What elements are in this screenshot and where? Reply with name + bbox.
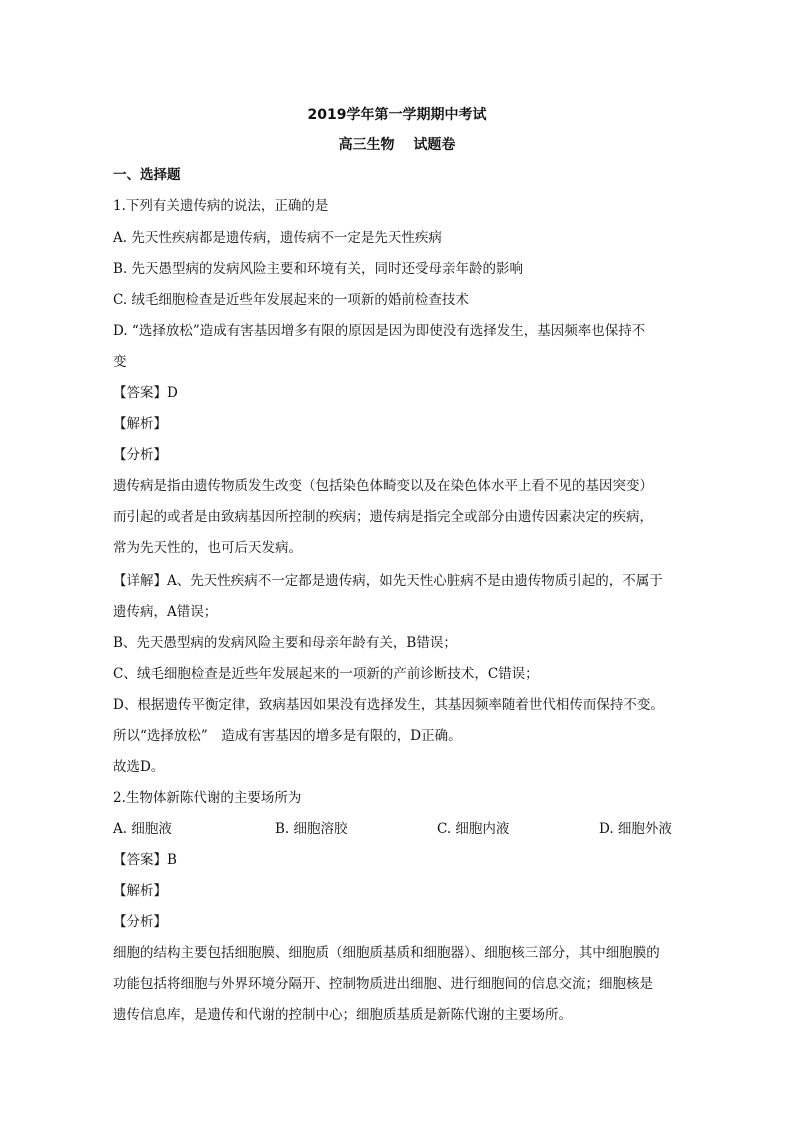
question-2-option-b: B. 细胞溶胶 [275, 821, 348, 837]
question-1-option-c: C. 绒毛细胞检查是近些年发展起来的一项新的婚前检查技术 [113, 292, 469, 308]
question-2-jiexi-label: 【解析】 [113, 883, 167, 899]
question-1-option-d-cont: 变 [113, 354, 127, 370]
question-1-option-d: D. “选择放松”造成有害基因增多有限的原因是因为即使没有选择发生，基因频率也保持不 [113, 323, 646, 339]
question-2-option-d: D. 细胞外液 [599, 821, 672, 837]
question-1-detail-line: B、先天愚型病的发病风险主要和母亲年龄有关，B错误； [113, 635, 457, 651]
question-1-stem: 1.下列有关遗传病的说法，正确的是 [113, 198, 329, 214]
exam-title: 2019学年第一学期期中考试 [307, 107, 487, 123]
question-1-fenxi-label: 【分析】 [113, 447, 167, 463]
question-1-conclusion: 故选D。 [113, 759, 165, 775]
question-2-fenxi-label: 【分析】 [113, 914, 167, 930]
question-2-option-a: A. 细胞液 [113, 821, 172, 837]
question-1-answer: 【答案】D [113, 385, 178, 401]
question-1-detail-line: 【详解】A、先天性疾病不一定都是遗传病，如先天性心脏病不是由遗传物质引起的，不属于 [113, 573, 663, 589]
question-2-answer: 【答案】B [113, 852, 177, 868]
question-1-detail-line: 所以“选择放松” 造成有害基因的增多是有限的，D正确。 [113, 728, 462, 744]
section-heading: 一、选择题 [113, 167, 181, 183]
question-2-stem: 2.生物体新陈代谢的主要场所为 [113, 790, 302, 806]
question-1-option-a: A. 先天性疾病都是遗传病，遗传病不一定是先天性疾病 [113, 230, 442, 246]
question-1-detail-line: 遗传病，A错误； [113, 604, 218, 620]
question-1-analysis-line: 而引起的或者是由致病基因所控制的疾病；遗传病是指完全或部分由遗传因素决定的疾病， [113, 509, 653, 525]
question-1-option-b: B. 先天愚型病的发病风险主要和环境有关，同时还受母亲年龄的影响 [113, 261, 524, 277]
question-1-jiexi-label: 【解析】 [113, 416, 167, 432]
question-1-analysis-line: 常为先天性的，也可后天发病。 [113, 540, 302, 556]
exam-subtitle: 高三生物 试题卷 [338, 137, 456, 153]
question-1-detail-line: C、绒毛细胞检查是近些年发展起来的一项新的产前诊断技术，C错误； [113, 666, 539, 682]
question-2-analysis-line: 细胞的结构主要包括细胞膜、细胞质（细胞质基质和细胞器）、细胞核三部分，其中细胞膜的 [113, 945, 660, 961]
question-1-analysis-line: 遗传病是指由遗传物质发生改变（包括染色体畸变以及在染色体水平上看不见的基因突变） [113, 478, 653, 494]
question-2-analysis-line: 遗传信息库，是遗传和代谢的控制中心；细胞质基质是新陈代谢的主要场所。 [113, 1007, 572, 1023]
question-2-option-c: C. 细胞内液 [437, 821, 510, 837]
question-1-detail-line: D、根据遗传平衡定律，致病基因如果没有选择发生，其基因频率随着世代相传而保持不变。 [113, 697, 664, 713]
question-2-analysis-line: 功能包括将细胞与外界环境分隔开、控制物质进出细胞、进行细胞间的信息交流；细胞核是 [113, 976, 653, 992]
